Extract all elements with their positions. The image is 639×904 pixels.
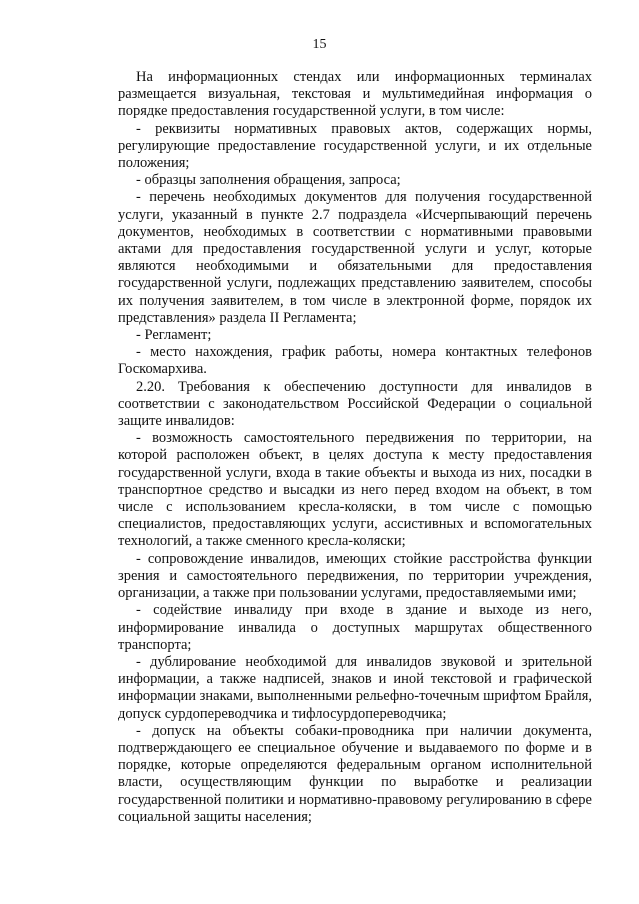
list-item-contacts: - место нахождения, график работы, номера контактных телефонов Госкомархива. [118, 344, 592, 378]
page-number: 15 [312, 37, 327, 52]
section-heading-paragraph [118, 379, 592, 431]
list-item-documents-list: - перечень необходимых документов для получения государственной услуги, указанный в пункте 2.7 подраздела «Исчерпывающий перечень документов, необходимых в соответствии с нормативными правовыми актами для предоставления государственной услуги и услуг, которые являются необходимыми и обязательными для предоставления государственной услуги, подлежащих представлению заявителем, способы их получения заявителем, в том числе в электронной форме, порядок их представления» раздела II Регламента; [118, 189, 592, 326]
document-body [118, 69, 592, 826]
list-item-legal-acts: - реквизиты нормативных правовых актов, содержащих нормы, регулирующие предоставление государственной услуги, и их отдельные положения; [118, 120, 592, 172]
section-number: 2.20. [136, 378, 165, 395]
list-item-assistance: - содействие инвалиду при входе в здание и выходе из него, информирование инвалида о доступных маршрутах общественного транспорта; [118, 602, 592, 653]
list-item-escort: - сопровождение инвалидов, имеющих стойкие расстройства функции зрения и самостоятельного передвижения, по территории учреждения, организации, а также при пользовании услугами, предоставляемыми ими; [118, 550, 592, 602]
list-item-guide-dog: - допуск на объекты собаки-проводника при наличии документа, подтверждающего ее специальное обучение и выдаваемого по форме и в порядке, которые определяются федеральным органом исполнительной власти, осуществляющим функции по выработке и реализации государственной политики и нормативно-правовому регулированию в сфере социальной защиты населения; [118, 722, 592, 825]
list-item-form-samples: - образцы заполнения обращения, запроса; [136, 172, 401, 189]
section-text: Требования к обеспечению доступности для инвалидов в соответствии с законодательством Российской Федерации о социальной защите инвалидов: [118, 378, 592, 430]
list-item-duplication: - дублирование необходимой для инвалидов звуковой и зрительной информации, а также надписей, знаков и иной текстовой и графической информации знаками, выполненными рельефно-точечным шрифтом Брайля, допуск сурдопереводчика и тифлосурдопереводчика; [118, 653, 592, 722]
list-item-regulation: - Регламент; [136, 327, 212, 344]
list-item-free-movement: - возможность самостоятельного передвижения по территории, на которой расположен объект, в целях доступа к месту предоставления государственной услуги, входа в такие объекты и выхода из них, посадки в транспортное средство и высадки из него перед входом на объект, в том числе с использованием кресла-коляски, в том числе с помощью специалистов, предоставляющих услуги, ассистивных и вспомогательных технологий, а также сменного кресла-коляски; [118, 430, 592, 550]
paragraph-info-stands: На информационных стендах или информационных терминалах размещается визуальная, текстовая и мультимедийная информация о порядке предоставления государственной услуги, в том числе: [118, 69, 592, 120]
